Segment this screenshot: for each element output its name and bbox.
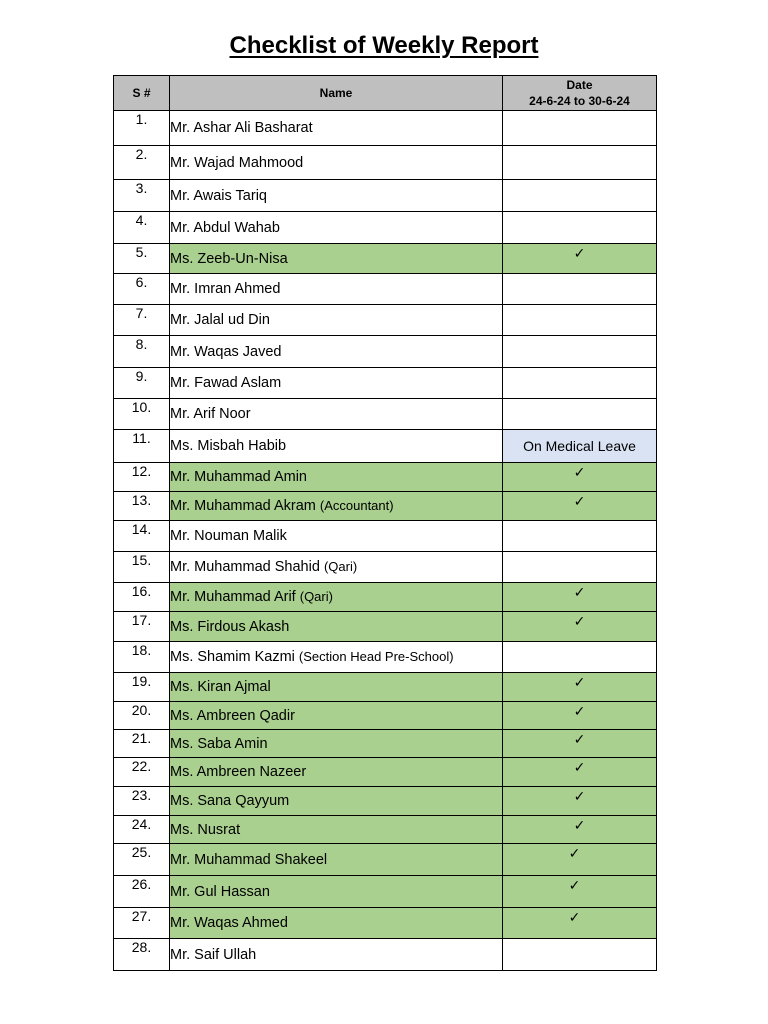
staff-name-cell <box>170 939 503 971</box>
row-number: 9. <box>114 368 170 399</box>
staff-name: Mr. Ashar Ali Basharat <box>170 120 313 136</box>
table-row <box>114 612 657 642</box>
staff-name-cell <box>170 336 503 368</box>
staff-name: Mr. Gul Hassan <box>170 883 270 900</box>
row-number: 5. <box>114 244 170 274</box>
staff-designation: (Qari) <box>299 589 333 604</box>
row-number: 6. <box>114 274 170 305</box>
status-cell <box>503 492 657 521</box>
staff-name-cell <box>170 146 503 180</box>
table-row <box>114 816 657 844</box>
header-name: Name <box>170 76 503 111</box>
table-row <box>114 730 657 758</box>
staff-name-cell <box>170 430 503 463</box>
staff-name-cell <box>170 642 503 673</box>
checkmark-icon: ✓ <box>573 759 586 775</box>
staff-name-cell <box>170 492 503 521</box>
row-number: 15. <box>114 552 170 583</box>
checkmark-icon: ✓ <box>573 731 586 747</box>
status-cell <box>503 305 657 336</box>
row-number: 25. <box>114 844 170 876</box>
staff-name-cell <box>170 305 503 336</box>
staff-name: Mr. Muhammad Shakeel <box>170 851 328 868</box>
table-row <box>114 146 657 180</box>
table-row <box>114 642 657 673</box>
staff-name: Ms. Saba Amin <box>170 735 268 752</box>
table-row <box>114 368 657 399</box>
staff-name-cell <box>170 399 503 430</box>
row-number: 23. <box>114 787 170 816</box>
table-row <box>114 463 657 492</box>
row-number: 1. <box>114 111 170 146</box>
weekly-report-table <box>113 75 657 971</box>
staff-name: Mr. Waqas Javed <box>170 343 282 360</box>
staff-name: Ms. Firdous Akash <box>170 618 290 635</box>
staff-name-cell <box>170 180 503 212</box>
staff-name: Mr. Wajad Mahmood <box>170 154 304 171</box>
row-number: 4. <box>114 212 170 244</box>
staff-name: Mr. Arif Noor <box>170 406 251 422</box>
table-row <box>114 787 657 816</box>
table-row <box>114 908 657 939</box>
status-cell <box>503 274 657 305</box>
staff-designation: (Qari) <box>323 559 358 574</box>
status-cell <box>503 612 657 642</box>
status-cell <box>503 758 657 787</box>
staff-name: Mr. Imran Ahmed <box>170 281 281 297</box>
staff-name: Ms. Nusrat <box>170 821 241 838</box>
staff-name-cell <box>170 583 503 612</box>
header-date-label: Date <box>566 78 593 92</box>
status-cell <box>503 146 657 180</box>
row-number: 21. <box>114 730 170 758</box>
checkmark-icon: ✓ <box>568 909 581 925</box>
staff-name-cell <box>170 274 503 305</box>
staff-name-cell <box>170 673 503 702</box>
checkmark-icon: ✓ <box>573 703 586 719</box>
status-cell <box>503 787 657 816</box>
row-number: 26. <box>114 876 170 908</box>
status-cell <box>503 642 657 673</box>
table-row <box>114 844 657 876</box>
checkmark-icon: ✓ <box>573 817 586 833</box>
status-cell <box>503 730 657 758</box>
staff-name-cell <box>170 368 503 399</box>
row-number: 14. <box>114 521 170 552</box>
row-number: 3. <box>114 180 170 212</box>
status-cell <box>503 552 657 583</box>
staff-name-cell <box>170 844 503 876</box>
status-cell <box>503 521 657 552</box>
table-row <box>114 212 657 244</box>
row-number: 17. <box>114 612 170 642</box>
status-cell <box>503 212 657 244</box>
staff-name: Mr. Muhammad Shahid <box>170 559 320 575</box>
table-row <box>114 111 657 146</box>
row-number: 22. <box>114 758 170 787</box>
staff-name-cell <box>170 552 503 583</box>
checkmark-icon: ✓ <box>568 845 581 861</box>
checkmark-icon: ✓ <box>573 674 586 690</box>
row-number: 19. <box>114 673 170 702</box>
staff-name-cell <box>170 730 503 758</box>
row-number: 12. <box>114 463 170 492</box>
staff-name: Ms. Ambreen Qadir <box>170 707 295 724</box>
status-cell <box>503 583 657 612</box>
checkmark-icon: ✓ <box>573 613 586 629</box>
header-date <box>503 76 657 111</box>
checkmark-icon: ✓ <box>568 877 581 893</box>
staff-name-cell <box>170 876 503 908</box>
table-row <box>114 758 657 787</box>
table-row <box>114 180 657 212</box>
table-row <box>114 305 657 336</box>
staff-name-cell <box>170 758 503 787</box>
table-row <box>114 492 657 521</box>
table-row <box>114 876 657 908</box>
checkmark-icon: ✓ <box>573 245 586 261</box>
table-row <box>114 702 657 730</box>
staff-name: Ms. Sana Qayyum <box>170 793 290 809</box>
table-row <box>114 244 657 274</box>
checkmark-icon: ✓ <box>573 464 586 480</box>
staff-designation: (Accountant) <box>319 498 394 513</box>
staff-name-cell <box>170 212 503 244</box>
staff-name: Mr. Muhammad Akram <box>170 498 316 514</box>
table-row <box>114 939 657 971</box>
row-number: 7. <box>114 305 170 336</box>
status-cell <box>503 702 657 730</box>
status-cell <box>503 939 657 971</box>
status-cell <box>503 908 657 939</box>
staff-name: Ms. Shamim Kazmi <box>170 649 295 665</box>
staff-name: Mr. Muhammad Arif <box>170 589 296 605</box>
row-number: 18. <box>114 642 170 673</box>
table-row <box>114 274 657 305</box>
row-number: 13. <box>114 492 170 521</box>
document-title: Checklist of Weekly Report <box>229 32 539 59</box>
table-row <box>114 430 657 463</box>
status-cell <box>503 336 657 368</box>
table-row <box>114 521 657 552</box>
row-number: 11. <box>114 430 170 463</box>
checkmark-icon: ✓ <box>573 493 586 509</box>
staff-name: Mr. Awais Tariq <box>170 187 267 204</box>
staff-name: Ms. Zeeb-Un-Nisa <box>170 250 288 267</box>
table-header-row <box>114 76 657 111</box>
table-row <box>114 552 657 583</box>
staff-designation: (Section Head Pre-School) <box>298 649 454 664</box>
staff-name: Mr. Waqas Ahmed <box>170 915 288 931</box>
status-cell <box>503 180 657 212</box>
staff-name: Ms. Kiran Ajmal <box>170 679 271 695</box>
status-cell <box>503 816 657 844</box>
status-cell <box>503 368 657 399</box>
status-cell <box>503 876 657 908</box>
row-number: 10. <box>114 399 170 430</box>
staff-name-cell <box>170 787 503 816</box>
status-cell <box>503 463 657 492</box>
status-cell <box>503 673 657 702</box>
table-row <box>114 399 657 430</box>
checkmark-icon: ✓ <box>573 788 586 804</box>
staff-name-cell <box>170 111 503 146</box>
header-date-range: 24-6-24 to 30-6-24 <box>529 94 630 108</box>
staff-name: Mr. Fawad Aslam <box>170 375 282 391</box>
row-number: 28. <box>114 939 170 971</box>
leave-note: On Medical Leave <box>523 438 636 454</box>
staff-name: Ms. Ambreen Nazeer <box>170 764 307 780</box>
table-row <box>114 336 657 368</box>
header-sn: S # <box>114 76 170 111</box>
table-row <box>114 583 657 612</box>
staff-name-cell <box>170 816 503 844</box>
row-number: 20. <box>114 702 170 730</box>
staff-name: Mr. Abdul Wahab <box>170 219 280 236</box>
row-number: 2. <box>114 146 170 180</box>
staff-name-cell <box>170 612 503 642</box>
staff-name: Mr. Saif Ullah <box>170 946 257 963</box>
staff-name-cell <box>170 463 503 492</box>
checkmark-icon: ✓ <box>573 584 586 600</box>
status-cell <box>503 111 657 146</box>
staff-name-cell <box>170 521 503 552</box>
staff-name: Ms. Misbah Habib <box>170 438 287 454</box>
row-number: 27. <box>114 908 170 939</box>
staff-name: Mr. Muhammad Amin <box>170 469 307 485</box>
staff-name-cell <box>170 702 503 730</box>
staff-name: Mr. Jalal ud Din <box>170 312 270 328</box>
staff-name-cell <box>170 908 503 939</box>
table-row <box>114 673 657 702</box>
status-cell <box>503 844 657 876</box>
status-cell <box>503 399 657 430</box>
status-cell <box>503 430 657 463</box>
row-number: 16. <box>114 583 170 612</box>
row-number: 8. <box>114 336 170 368</box>
staff-name: Mr. Nouman Malik <box>170 528 287 544</box>
staff-name-cell <box>170 244 503 274</box>
status-cell <box>503 244 657 274</box>
row-number: 24. <box>114 816 170 844</box>
